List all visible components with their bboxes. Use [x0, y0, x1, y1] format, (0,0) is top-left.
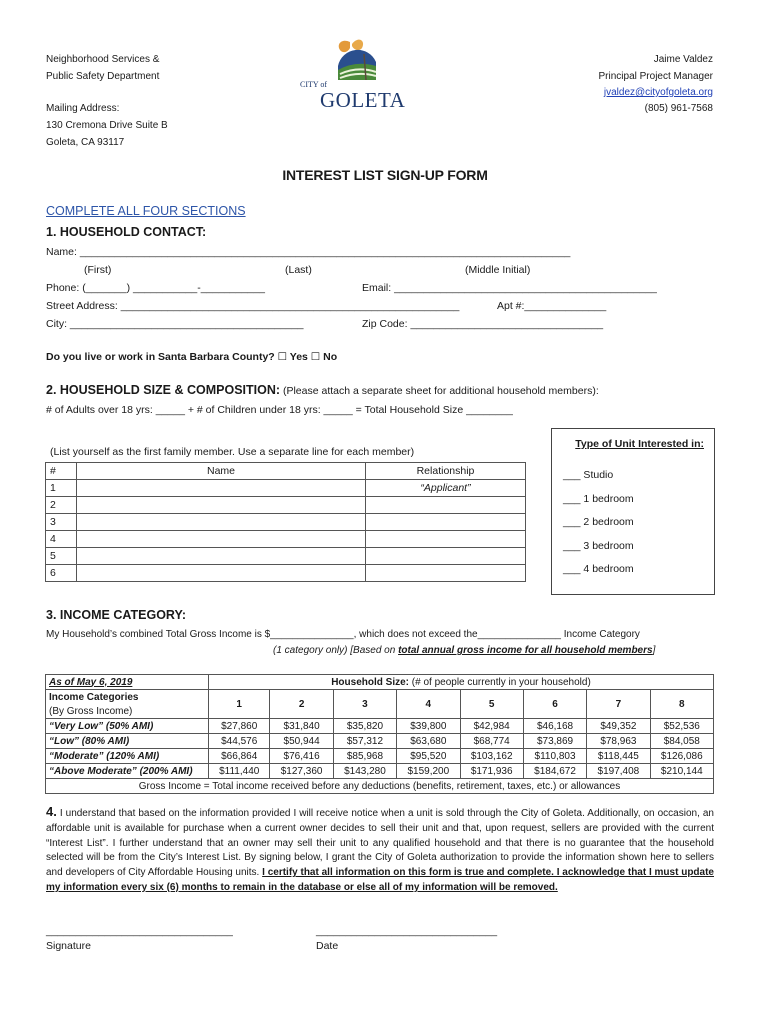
income-cell: $68,774 — [460, 734, 523, 749]
relationship-cell[interactable] — [366, 548, 526, 565]
category-label: “Moderate” (120% AMI) — [46, 749, 209, 764]
income-cell: $197,408 — [587, 764, 650, 779]
member-name-cell[interactable] — [77, 565, 366, 582]
contact-title: Principal Project Manager — [598, 71, 713, 82]
table-row[interactable] — [46, 480, 526, 497]
income-cell: $49,352 — [587, 719, 650, 734]
income-cell: $143,280 — [333, 764, 396, 779]
logo-goleta-text: GOLETA — [320, 88, 406, 112]
note-emphasis: total annual gross income for all household members — [398, 645, 653, 656]
income-cell: $35,820 — [333, 719, 396, 734]
unit-option-4br[interactable]: ___ 4 bedroom — [563, 563, 634, 575]
income-cell: $184,672 — [523, 764, 586, 779]
row-number: 2 — [46, 497, 77, 514]
section1-heading: 1. HOUSEHOLD CONTACT: — [46, 225, 207, 239]
date-label: Date — [316, 940, 339, 952]
col-number: # — [46, 463, 77, 480]
zip-field[interactable]: Zip Code: _________________________________ — [362, 318, 604, 330]
mailing-label: Mailing Address: — [46, 103, 120, 114]
household-size-label: Household Size: — [331, 676, 409, 688]
col-name: Name — [77, 463, 366, 480]
income-cell: $118,445 — [587, 749, 650, 764]
col-relationship: Relationship — [366, 463, 526, 480]
size-4: 4 — [397, 690, 460, 719]
income-cell: $42,984 — [460, 719, 523, 734]
city-logo — [298, 36, 408, 116]
section4-certify: I certify that all information on this form is true and complete. I acknowledge that I must update my information every six (6) months to remain in the database or else all of my information will be removed. — [46, 867, 714, 893]
row-number: 3 — [46, 514, 77, 531]
relationship-cell[interactable] — [366, 497, 526, 514]
city-state-zip: Goleta, CA 93117 — [46, 137, 125, 148]
signature-label: Signature — [46, 940, 91, 952]
income-cell: $127,360 — [270, 764, 333, 779]
unit-type-title: Type of Unit Interested in: — [575, 438, 704, 450]
income-cell: $103,162 — [460, 749, 523, 764]
income-cell: $66,864 — [209, 749, 270, 764]
dept-line-2: Public Safety Department — [46, 71, 160, 82]
date-line[interactable]: _______________________________ — [316, 925, 498, 937]
income-header-row — [46, 675, 714, 690]
middle-label: (Middle Initial) — [465, 264, 531, 276]
category-label: “Low” (80% AMI) — [46, 734, 209, 749]
county-question[interactable]: Do you live or work in Santa Barbara County? ☐ Yes ☐ No — [46, 351, 338, 363]
income-cell: $84,058 — [650, 734, 713, 749]
complete-all-note: COMPLETE ALL FOUR SECTIONS — [46, 204, 246, 218]
household-size-header — [209, 675, 714, 690]
list-note: (List yourself as the first family member. Use a separate line for each member) — [50, 446, 415, 458]
size-7: 7 — [587, 690, 650, 719]
note-suffix: ] — [652, 645, 656, 656]
member-name-cell[interactable] — [77, 531, 366, 548]
name-field[interactable]: Name: ____________________________________________________________________________________ — [46, 246, 571, 258]
table-row[interactable] — [46, 531, 526, 548]
income-cell: $159,200 — [397, 764, 460, 779]
note-prefix: (1 category only) [Based on — [273, 645, 399, 656]
size-8: 8 — [650, 690, 713, 719]
table-row — [46, 764, 714, 779]
contact-email-link[interactable]: jvaldez@cityofgoleta.org — [603, 87, 713, 98]
address-line: 130 Cremona Drive Suite B — [46, 120, 168, 131]
income-cell: $52,536 — [650, 719, 713, 734]
apt-field[interactable]: Apt #:______________ — [497, 300, 607, 312]
income-cell: $57,312 — [333, 734, 396, 749]
row-number: 1 — [46, 480, 77, 497]
table-row[interactable] — [46, 497, 526, 514]
footnote-row — [46, 779, 714, 794]
income-cell: $95,520 — [397, 749, 460, 764]
section3-heading: 3. INCOME CATEGORY: — [46, 608, 187, 622]
gross-income-footnote: Gross Income = Total income received before any deductions (benefits, retirement, taxes, etc.) or allowances — [46, 779, 714, 794]
logo-city-text: CITY of — [300, 80, 328, 89]
income-cell: $210,144 — [650, 764, 713, 779]
income-cell: $85,968 — [333, 749, 396, 764]
income-cell: $44,576 — [209, 734, 270, 749]
income-cell: $39,800 — [397, 719, 460, 734]
household-members-table — [45, 462, 526, 582]
section2-heading: 2. HOUSEHOLD SIZE & COMPOSITION: — [46, 383, 281, 397]
relationship-cell[interactable] — [366, 565, 526, 582]
income-cell: $50,944 — [270, 734, 333, 749]
member-name-cell[interactable] — [77, 497, 366, 514]
row-number: 4 — [46, 531, 77, 548]
income-table — [45, 674, 714, 794]
household-size-line[interactable]: # of Adults over 18 yrs: _____ + # of Children under 18 yrs: _____ = Total Household Size ________ — [46, 404, 513, 416]
city-field[interactable]: City: ________________________________________ — [46, 318, 304, 330]
last-label: (Last) — [285, 264, 312, 276]
phone-field[interactable]: Phone: (_______) ___________-___________ — [46, 282, 265, 294]
section4-text: I understand that based on the information provided I will receive notice when a unit is sold through the City of Goleta. Additionally, on occasion, an affordable unit is available for purchase when a current owner decides to sell their unit and that, upon request, sellers are provided with the current “Interest List”. I further understand that an owner may sell their unit to any qualified household and that there is no guarantee that the household selected will be from the City’s Interest List. By signing below, I grant the City of Goleta authorization to provide the information shown here to sellers and developers of City Affordable Housing units. — [46, 808, 714, 879]
member-name-cell[interactable] — [77, 548, 366, 565]
table-row — [46, 734, 714, 749]
income-cell: $63,680 — [397, 734, 460, 749]
table-row — [46, 719, 714, 734]
income-categories-label: Income Categories — [46, 690, 209, 705]
unit-option-studio[interactable]: ___ Studio — [563, 469, 614, 481]
income-line[interactable]: My Household’s combined Total Gross Income is $_______________, which does not exceed the_______________ Income Category — [46, 629, 640, 640]
section4-number: 4. — [46, 804, 57, 819]
member-name-cell[interactable] — [77, 480, 366, 497]
row-number: 5 — [46, 548, 77, 565]
unit-option-3br[interactable]: ___ 3 bedroom — [563, 540, 634, 552]
category-label: “Very Low” (50% AMI) — [46, 719, 209, 734]
section4-statement — [46, 805, 714, 896]
table-header-row — [46, 463, 526, 480]
income-cell: $126,086 — [650, 749, 713, 764]
income-cell: $78,963 — [587, 734, 650, 749]
first-label: (First) — [84, 264, 112, 276]
income-cell: $110,803 — [523, 749, 586, 764]
relationship-cell[interactable] — [366, 514, 526, 531]
size-1: 1 — [209, 690, 270, 719]
size-5: 5 — [460, 690, 523, 719]
income-category-note — [273, 645, 655, 656]
street-field[interactable]: Street Address: __________________________________________________________ — [46, 300, 460, 312]
contact-phone: (805) 961-7568 — [644, 103, 713, 114]
income-cell: $73,869 — [523, 734, 586, 749]
unit-type-box — [551, 428, 715, 595]
category-label: “Above Moderate” (200% AMI) — [46, 764, 209, 779]
relationship-cell[interactable]: “Applicant” — [366, 480, 526, 497]
table-row[interactable] — [46, 565, 526, 582]
income-cell: $171,936 — [460, 764, 523, 779]
email-field[interactable]: Email: _____________________________________________ — [362, 282, 657, 294]
income-cell: $111,440 — [209, 764, 270, 779]
size-2: 2 — [270, 690, 333, 719]
income-sizes-row — [46, 690, 714, 705]
signature-line[interactable]: ________________________________ — [46, 925, 233, 937]
household-size-note: (# of people currently in your household) — [409, 676, 591, 688]
size-3: 3 — [333, 690, 396, 719]
section2-heading-row — [46, 383, 599, 397]
as-of-date: As of May 6, 2019 — [46, 675, 209, 690]
table-row[interactable] — [46, 514, 526, 531]
page-title: INTEREST LIST SIGN-UP FORM — [282, 167, 488, 183]
section2-note: (Please attach a separate sheet for additional household members): — [280, 385, 599, 397]
dept-line-1: Neighborhood Services & — [46, 54, 160, 65]
income-cell: $46,168 — [523, 719, 586, 734]
unit-option-2br[interactable]: ___ 2 bedroom — [563, 516, 634, 528]
table-row[interactable] — [46, 548, 526, 565]
relationship-cell[interactable] — [366, 531, 526, 548]
income-cell: $27,860 — [209, 719, 270, 734]
contact-name: Jaime Valdez — [653, 54, 713, 65]
row-number: 6 — [46, 565, 77, 582]
income-cell: $76,416 — [270, 749, 333, 764]
size-6: 6 — [523, 690, 586, 719]
member-name-cell[interactable] — [77, 514, 366, 531]
income-cell: $31,840 — [270, 719, 333, 734]
gross-income-label: (By Gross Income) — [46, 704, 209, 719]
unit-option-1br[interactable]: ___ 1 bedroom — [563, 493, 634, 505]
table-row — [46, 749, 714, 764]
